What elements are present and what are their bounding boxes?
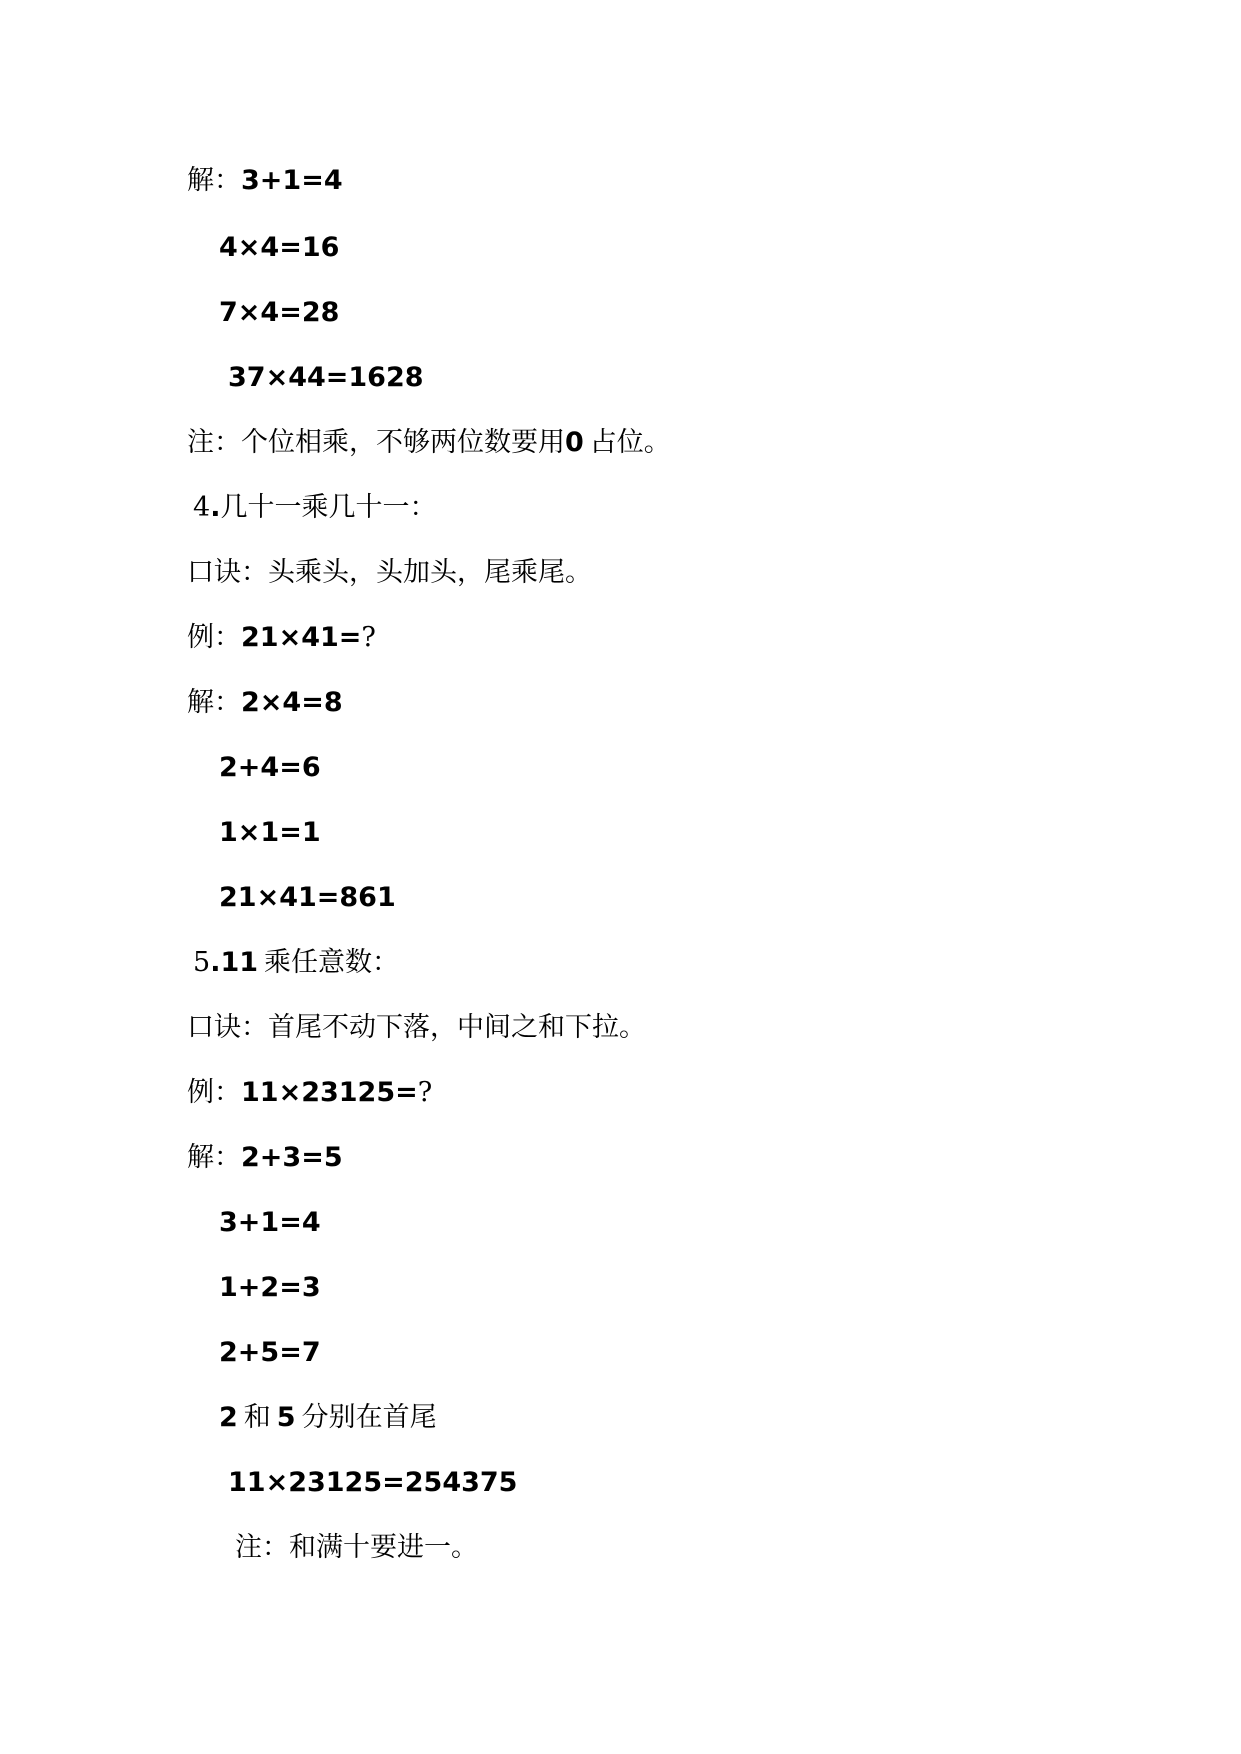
equation: 21×41= bbox=[241, 622, 362, 653]
solution-label: 解： bbox=[187, 165, 241, 196]
solution-result bbox=[228, 358, 424, 398]
solution-line-3 bbox=[219, 1268, 321, 1308]
equation: 11×23125=254375 bbox=[228, 1467, 518, 1498]
note-text: 注：和满十要进一。 bbox=[235, 1532, 478, 1563]
question-mark: ? bbox=[361, 622, 376, 653]
equation: 4×4=16 bbox=[219, 232, 340, 263]
solution-line-1 bbox=[187, 1138, 343, 1178]
zero-digit: 0 bbox=[565, 427, 584, 458]
equation: 21×41=861 bbox=[219, 882, 396, 913]
equation: 2+4=6 bbox=[219, 752, 321, 783]
first-digit: 2 bbox=[219, 1402, 238, 1433]
section-title: 乘任意数： bbox=[264, 947, 400, 978]
example-line bbox=[187, 1073, 432, 1113]
equation: 2+5=7 bbox=[219, 1337, 321, 1368]
solution-label: 解： bbox=[187, 687, 241, 718]
note-line bbox=[235, 1528, 478, 1568]
example-label: 例： bbox=[187, 622, 241, 653]
mnemonic-line bbox=[187, 553, 592, 593]
last-digit: 5 bbox=[276, 1402, 296, 1433]
equation: 2+3=5 bbox=[241, 1142, 343, 1173]
solution-line-2 bbox=[219, 748, 321, 788]
section-dot: . bbox=[210, 492, 221, 523]
solution-line-1 bbox=[187, 161, 343, 201]
mnemonic-text: 口诀：头乘头，头加头，尾乘尾。 bbox=[187, 557, 592, 588]
section-heading-4 bbox=[193, 488, 436, 528]
solution-line-2 bbox=[219, 228, 339, 268]
solution-line-2 bbox=[219, 1203, 321, 1243]
section-number: 5 bbox=[193, 947, 211, 978]
note-text-end: 占位。 bbox=[589, 427, 671, 458]
equation: 37×44=1628 bbox=[228, 362, 424, 393]
solution-line-4 bbox=[219, 1333, 321, 1373]
section-title: 几十一乘几十一： bbox=[220, 492, 437, 523]
solution-label: 解： bbox=[187, 1142, 241, 1173]
note-text: 注：个位相乘，不够两位数要用 bbox=[187, 427, 565, 458]
solution-result bbox=[228, 1463, 517, 1503]
equation: 1+2=3 bbox=[219, 1272, 321, 1303]
equation: 3+1=4 bbox=[241, 165, 343, 196]
solution-line-5 bbox=[219, 1398, 437, 1438]
example-label: 例： bbox=[187, 1077, 241, 1108]
solution-line-1 bbox=[187, 683, 343, 723]
equation: 11×23125= bbox=[241, 1077, 418, 1108]
equation: 3+1=4 bbox=[219, 1207, 321, 1238]
equation: 2×4=8 bbox=[241, 687, 343, 718]
note-line bbox=[187, 423, 671, 463]
connector-text: 和 bbox=[243, 1402, 271, 1433]
position-text: 分别在首尾 bbox=[301, 1402, 437, 1433]
section-dot-number: .11 bbox=[210, 947, 259, 978]
solution-line-3 bbox=[219, 293, 339, 333]
equation: 1×1=1 bbox=[219, 817, 321, 848]
equation: 7×4=28 bbox=[219, 297, 340, 328]
mnemonic-text: 口诀：首尾不动下落，中间之和下拉。 bbox=[187, 1012, 646, 1043]
section-number: 4 bbox=[193, 492, 211, 523]
mnemonic-line bbox=[187, 1008, 646, 1048]
solution-line-3 bbox=[219, 813, 321, 853]
example-line bbox=[187, 618, 376, 658]
section-heading-5 bbox=[193, 943, 399, 983]
solution-result bbox=[219, 878, 396, 918]
question-mark: ? bbox=[417, 1077, 433, 1108]
